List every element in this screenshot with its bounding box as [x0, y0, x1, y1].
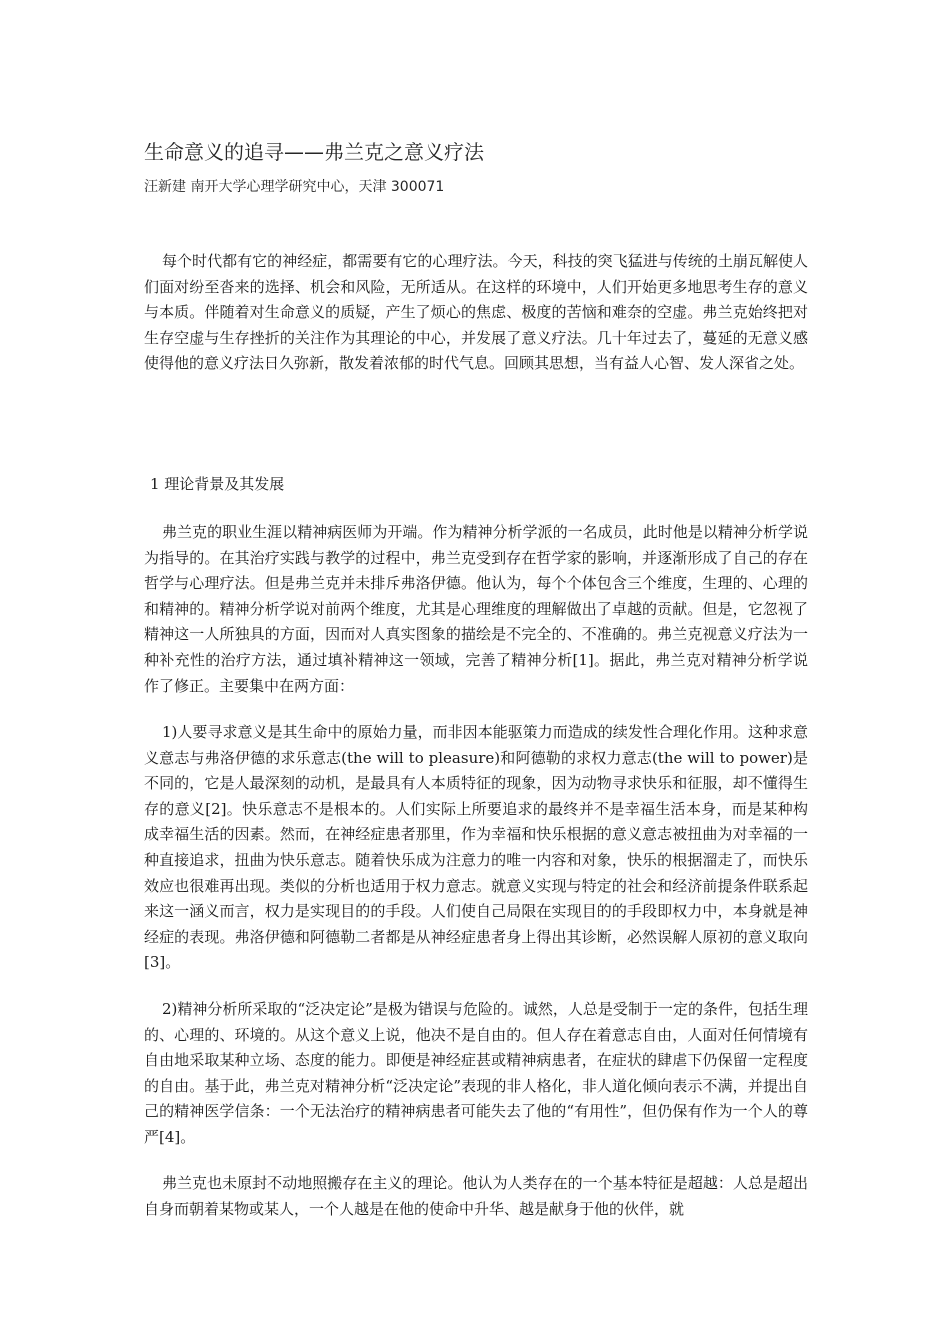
body-paragraph: 2)精神分析所采取的“泛决定论”是极为错误与危险的。诚然，人总是受制于一定的条件，包括生理的、心理的、环境的。从这个意义上说，他决不是自由的。但人存在着意志自由，人面对任何情境有自由地采取某种立场、态度的能力。即便是神经症甚或精神病患者，在症状的肆虐下仍保留一定程度的自由。基于此，弗兰克对精神分析“泛决定论”表现的非人格化，非人道化倾向表示不满，并提出自己的精神医学信条：一个无法治疗的精神病患者可能失去了他的“有用性”，但仍保有作为一个人的尊严[4]。 [144, 1000, 808, 1146]
body-paragraph: 弗兰克的职业生涯以精神病医师为开端。作为精神分析学派的一名成员，此时他是以精神分析学说为指导的。在其治疗实践与教学的过程中，弗兰克受到存在哲学家的影响，并逐渐形成了自己的存在哲学与心理疗法。但是弗兰克并未排斥弗洛伊德。他认为，每个个体包含三个维度，生理的、心理的和精神的。精神分析学说对前两个维度，尤其是心理维度的理解做出了卓越的贡献。但是，它忽视了精神这一人所独具的方面，因而对人真实图象的描绘是不完全的、不准确的。弗兰克视意义疗法为一种补充性的治疗方法，通过填补精神这一领域，完善了精神分析[1]。据此，弗兰克对精神分析学说作了修正。主要集中在两方面： [144, 523, 808, 695]
abstract-paragraph: 每个时代都有它的神经症，都需要有它的心理疗法。今天，科技的突飞猛进与传统的土崩瓦解使人们面对纷至沓来的选择、机会和风险，无所适从。在这样的环境中，人们开始更多地思考生存的意义与本质。伴随着对生命意义的质疑，产生了烦心的焦虑、极度的苦恼和难奈的空虚。弗兰克始终把对生存空虚与生存挫折的关注作为其理论的中心，并发展了意义疗法。几十年过去了，蔓延的无意义感使得他的意义疗法日久弥新，散发着浓郁的时代气息。回顾其思想，当有益人心智、发人深省之处。 [144, 252, 808, 373]
document-title: 生命意义的追寻——弗兰克之意义疗法 [144, 140, 484, 164]
section-heading: 1 理论背景及其发展 [150, 475, 285, 493]
body-paragraph: 弗兰克也未原封不动地照搬存在主义的理论。他认为人类存在的一个基本特征是超越：人总是超出自身而朝着某物或某人，一个人越是在他的使命中升华、越是献身于他的伙伴，就 [144, 1174, 808, 1218]
body-paragraph: 1)人要寻求意义是其生命中的原始力量，而非因本能驱策力而造成的续发性合理化作用。这种求意义意志与弗洛伊德的求乐意志(the will to pleasure)和阿德勒的求权力意志(the will to power)是不同的，它是人最深刻的动机，是最具有人本质特征的现象，因为动物寻求快乐和征服，却不懂得生存的意义[2]。快乐意志不是根本的。人们实际上所要追求的最终并不是幸福生活本身，而是某种构成幸福生活的因素。然而，在神经症患者那里，作为幸福和快乐根据的意义意志被扭曲为对幸福的一种直接追求，扭曲为快乐意志。随着快乐成为注意力的唯一内容和对象，快乐的根据溜走了，而快乐效应也很难再出现。类似的分析也适用于权力意志。就意义实现与特定的社会和经济前提条件联系起来这一涵义而言，权力是实现目的的手段。人们使自己局限在实现目的的手段即权力中，本身就是神经症的表现。弗洛伊德和阿德勒二者都是从神经症患者身上得出其诊断，必然误解人原初的意义取向[3]。 [144, 723, 808, 972]
author-affiliation: 汪新建 南开大学心理学研究中心，天津 300071 [144, 179, 445, 195]
